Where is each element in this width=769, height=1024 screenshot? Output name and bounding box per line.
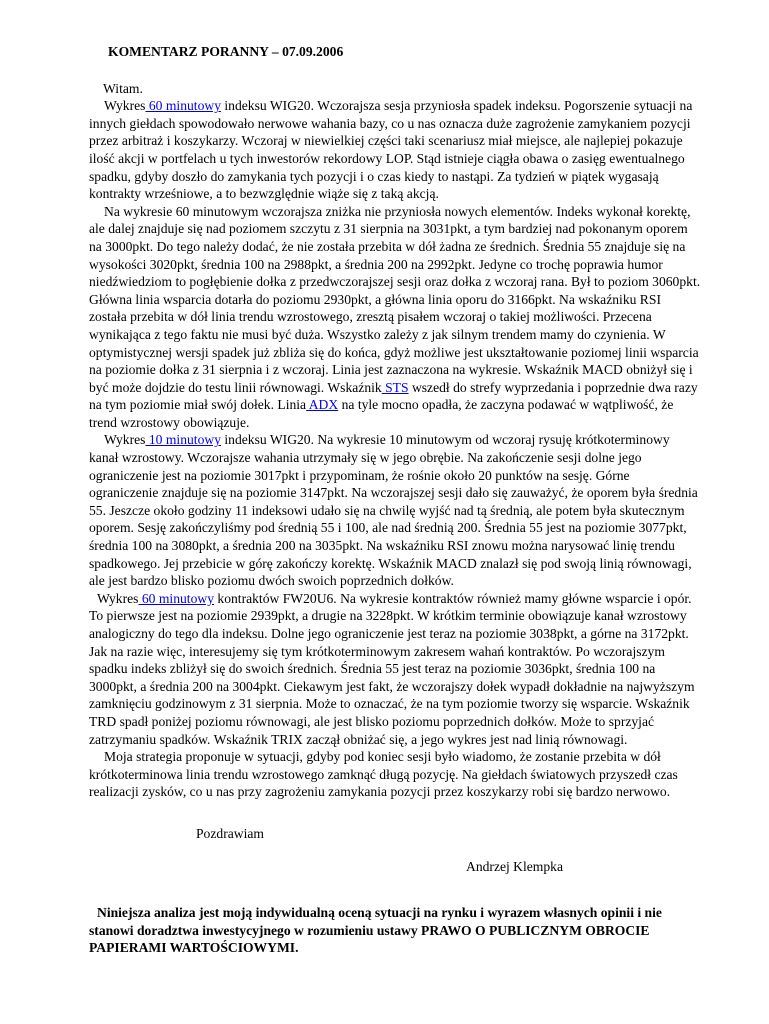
paragraph-wig20-10min	[89, 431, 701, 589]
paragraph-text: kontraktów FW20U6. Na wykresie kontraktów również mamy główne wsparcie i opór. To pierwsze jest na poziomie 2939pkt, a drugie na 3228pkt. W krótkim terminie obowiązuje kanał wzrostowy analogiczny do tego dla indeksu. Dolne jego ograniczenie jest teraz na poziomie 3038pkt, a górne na 3172pkt. Jak na razie więc, interesujemy się tym krótkoterminowym zakresem wahań kontraktów. Po wczorajszym spadku indeks zbliżył się do swoich średnich. Średnia 55 jest teraz na poziomie 3036pkt, średnia 100 na 3000pkt, a średnia 200 na 3004pkt. Ciekawym jest fakt, że wczorajszy dołek wypadł dokładnie na najwyższym zamknięciu godzinowym z 31 sierpnia. Może to oznaczać, że na tym poziomie tworzy się wsparcie. Wskaźnik TRD spadł poniżej poziomu równowagi, ale jest blisko poziomu poprzednich dołków. Może to sprzyjać zatrzymaniu spadków. Wskaźnik TRIX zaczął obniżać się, a jego wykres jest nad linią równowagi.	[89, 590, 695, 747]
paragraph-wig20-60min	[89, 97, 701, 203]
paragraph-fw20u6-60min	[89, 590, 701, 748]
paragraph-text: Wykres	[104, 98, 146, 114]
author-name: Andrzej Klempka	[466, 858, 564, 874]
paragraph-text: Wykres	[104, 432, 146, 448]
spacer	[89, 61, 701, 80]
paragraph-text: indeksu WIG20. Na wykresie 10 minutowym od wczoraj rysuję krótkoterminowy kanał wzrostowy. Wczorajsze wahania utrzymały się w jego obrębie. Na zakończenie sesji dolne jego ograniczenie jest na poziomie 3017pkt i przypominam, że rośnie około 20 punktów na sesję. Górne ograniczenie znajduje się na poziomie 3147pkt. Na wczorajszej sesji dało się zauważyć, że oporem była średnia 55. Jeszcze około godziny 11 indeksowi udało się na chwilę wyjść nad tą średnią, ale potem była skutecznym oporem. Sesję zakończyliśmy pod średnią 55 i 100, ale nad średnią 200. Średnia 55 jest na poziomie 3077pkt, średnia 100 na 3080pkt, a średnia 200 na 3035pkt. Na wskaźniku RSI znowu można narysować linię trendu spadkowego. Jej przebicie w górę zakończy korektę. Wskaźnik MACD znalazł się pod swoją linią równowagi, ale jest bardzo blisko poziomu dwóch swoich poprzednich dołków.	[89, 432, 698, 589]
paragraph-strategy: Moja strategia proponuje w sytuacji, gdyby pod koniec sesji było wiadomo, że zostanie przebita w dół krótkoterminowa linia trendu wzrostowego zamknąć długą pozycję. Na giełdach światowych przyszedł czas realizacji zysków, co u nas przy zagrożeniu zamykania pozycji przez koszykarzy robi się bardzo nerwowo.	[89, 749, 678, 800]
chart-link-60-minutowy-wig20[interactable]: 60 minutowy	[145, 98, 221, 114]
page-title: KOMENTARZ PORANNY – 07.09.2006	[108, 44, 344, 59]
paragraph-60min-analysis	[89, 203, 701, 432]
paragraph-text: indeksu WIG20. Wczorajsza sesja przyniosła spadek indeksu. Pogorszenie sytuacji na innych giełdach spowodowało nerwowe wahania bazy, co u nas oznacza duże zagrożenie zamykaniem pozycji przez arbitraż i koszykarzy. Wczoraj w niewielkiej części taki scenariusz miał miejsce, ale najlepiej pokazuje ilość akcji w portfelach u tych inwestorów rekordowy LOP. Stąd istnieje ciągła obawa o zasięg ewentualnego spadku, gdyby doszło do zamykania tych pozycji i o czas kiedy to nastąpi. Za tydzień w piątek wygasają kontrakty wrześniowe, a to bezwzględnie wiąże się z taką akcją.	[89, 98, 693, 202]
chart-link-sts[interactable]: STS	[381, 379, 409, 395]
document-body	[89, 43, 701, 957]
greeting: Witam.	[103, 80, 143, 96]
regards: Pozdrawiam	[196, 825, 264, 841]
disclaimer: Niniejsza analiza jest moją indywidualną oceną sytuacji na rynku i wyrazem własnych opinii i nie stanowi doradztwa inwestycyjnego w rozumieniu ustawy PRAWO O PUBLICZNYM OBROCIE PAPIERAMI WARTOŚCIOWYMI.	[89, 905, 662, 956]
paragraph-text: Na wykresie 60 minutowym wczorajsza zniżka nie przyniosła nowych elementów. Indeks wykonał korektę, ale dalej znajduje się nad poziomem szczytu z 31 sierpnia na 3031pkt, a tym bardziej nad pokonanym oporem na 3000pkt. Do tego należy dodać, że nie została przebita w dół żadna ze średnich. Średnia 55 znajduje się na wysokości 3020pkt, średnia 100 na 2988pkt, a średnia 200 na 2992pkt. Jedyne co trochę poprawia humor niedźwiedziom to pogłębienie dołka z przedwczorajszej sesji oraz dołka z wczoraj rana. Był to poziom 3060pkt. Główna linia wsparcia dotarła do poziomu 2930pkt, a główna linia oporu do 3166pkt. Na wskaźniku RSI została przebita w dół linia trendu wzrostowego, zresztą pisałem wczoraj o takiej możliwości. Przecena wynikająca z tego faktu nie musi być duża. Wszystko zależy z jak silnym trendem mamy do czynienia. W optymistycznej wersji spadek już zbliża się do końca, gdyż możliwe jest ukształtowanie poziomej linii wsparcia na poziomie dołka z 31 sierpnia i z wczoraj. Linia jest zaznaczona na wykresie. Wskaźnik MACD obniżył się i być może dojdzie do testu linii równowagi. Wskaźnik	[89, 203, 701, 395]
paragraph-text: wszedł do strefy wyprzedania i poprzednie dwa razy na tym poziomie miał swój dołek. Linia	[89, 379, 698, 413]
paragraph-text: Wykres	[97, 590, 139, 606]
chart-link-60-minutowy-fw20u6[interactable]: 60 minutowy	[138, 590, 214, 606]
chart-link-10-minutowy[interactable]: 10 minutowy	[145, 432, 221, 448]
paragraph-text: na tyle mocno opadła, że zaczyna podawać w wątpliwość, że trend wzrostowy obowiązuje.	[89, 397, 674, 430]
chart-link-adx[interactable]: ADX	[306, 397, 339, 413]
